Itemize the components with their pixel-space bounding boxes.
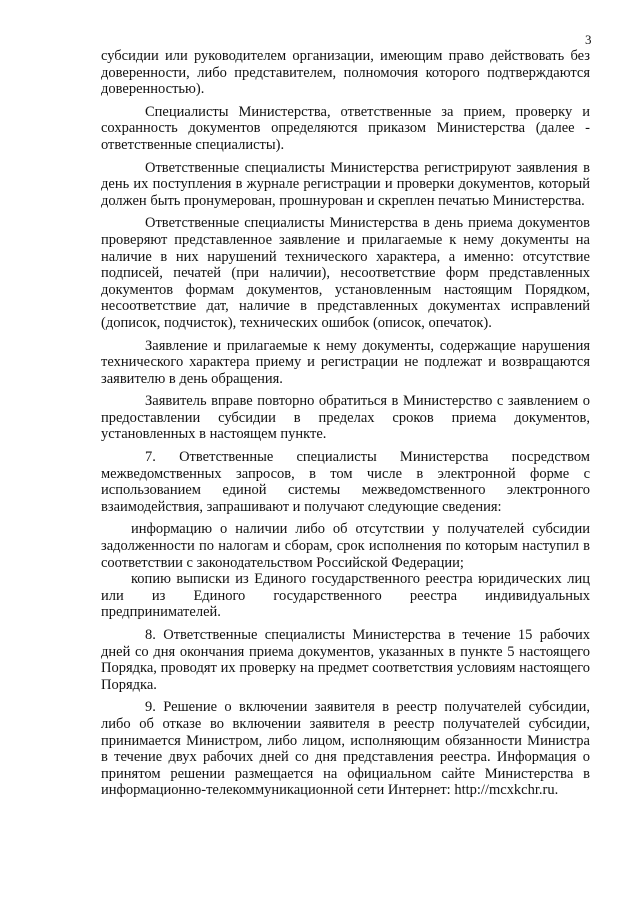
paragraph-registration: Ответственные специалисты Министерства регистрируют заявления в день их поступления в журнале регистрации и проверки документов, который должен быть пронумерован, прошнурован и скреплен печатью Министерства.	[101, 159, 590, 209]
page-number: 3	[585, 32, 592, 47]
paragraph-specialists-definition: Специалисты Министерства, ответственные за прием, проверку и сохранность документов определяются приказом Министерства (далее - ответственные специалисты).	[101, 103, 590, 153]
paragraph-continuation: субсидии или руководителем организации, имеющим право действовать без доверенности, либо представителем, полномочия которого подтверждаются доверенностью).	[101, 48, 590, 98]
paragraph-document-check: Ответственные специалисты Министерства в день приема документов проверяют представленное заявление и прилагаемые к нему документы на наличие в них нарушений технического характера, а именно: отсутствие подписей, печатей (при наличии), несоответствие форм представленных документов формам документов, установленным настоящим Порядком, несоответствие дат, наличие в представленных документах исправлений (дописок, подчисток), технических ошибок (описок, опечаток).	[101, 215, 590, 331]
paragraph-item-7-registry-extract: копию выписки из Единого государственного реестра юридических лиц или из Единого государственного реестра индивидуальных предпринимателей.	[101, 571, 590, 621]
paragraph-item-9: 9. Решение о включении заявителя в реестр получателей субсидии, либо об отказе во включении заявителя в реестр получателей субсидии, принимается Министром, либо лицом, исполняющим обязанности Министра в течение двух рабочих дней со дня представления реестра. Информация о принятом решении размещается на официальном сайте Министерства в информационно-телекоммуникационной сети Интернет: http://mcxkchr.ru.	[101, 699, 590, 799]
paragraph-reapply: Заявитель вправе повторно обратиться в Министерство с заявлением о предоставлении субсидии в пределах сроков приема документов, установленных в настоящем пункте.	[101, 393, 590, 443]
paragraph-item-7: 7. Ответственные специалисты Министерства посредством межведомственных запросов, в том числе в электронной форме с использованием единой системы межведомственного электронного взаимодействия, запрашивают и получают следующие сведения:	[101, 449, 590, 515]
document-body	[101, 48, 590, 805]
paragraph-return-documents: Заявление и прилагаемые к нему документы, содержащие нарушения технического характера приему и регистрации не подлежат и возвращаются заявителю в день обращения.	[101, 337, 590, 387]
paragraph-item-7-tax-info: информацию о наличии либо об отсутствии у получателей субсидии задолженности по налогам и сборам, срок исполнения по которым наступил в соответствии с законодательством Российской Федерации;	[101, 521, 590, 571]
paragraph-item-8: 8. Ответственные специалисты Министерства в течение 15 рабочих дней со дня окончания приема документов, указанных в пункте 5 настоящего Порядка, проводят их проверку на предмет соответствия условиям настоящего Порядка.	[101, 627, 590, 693]
